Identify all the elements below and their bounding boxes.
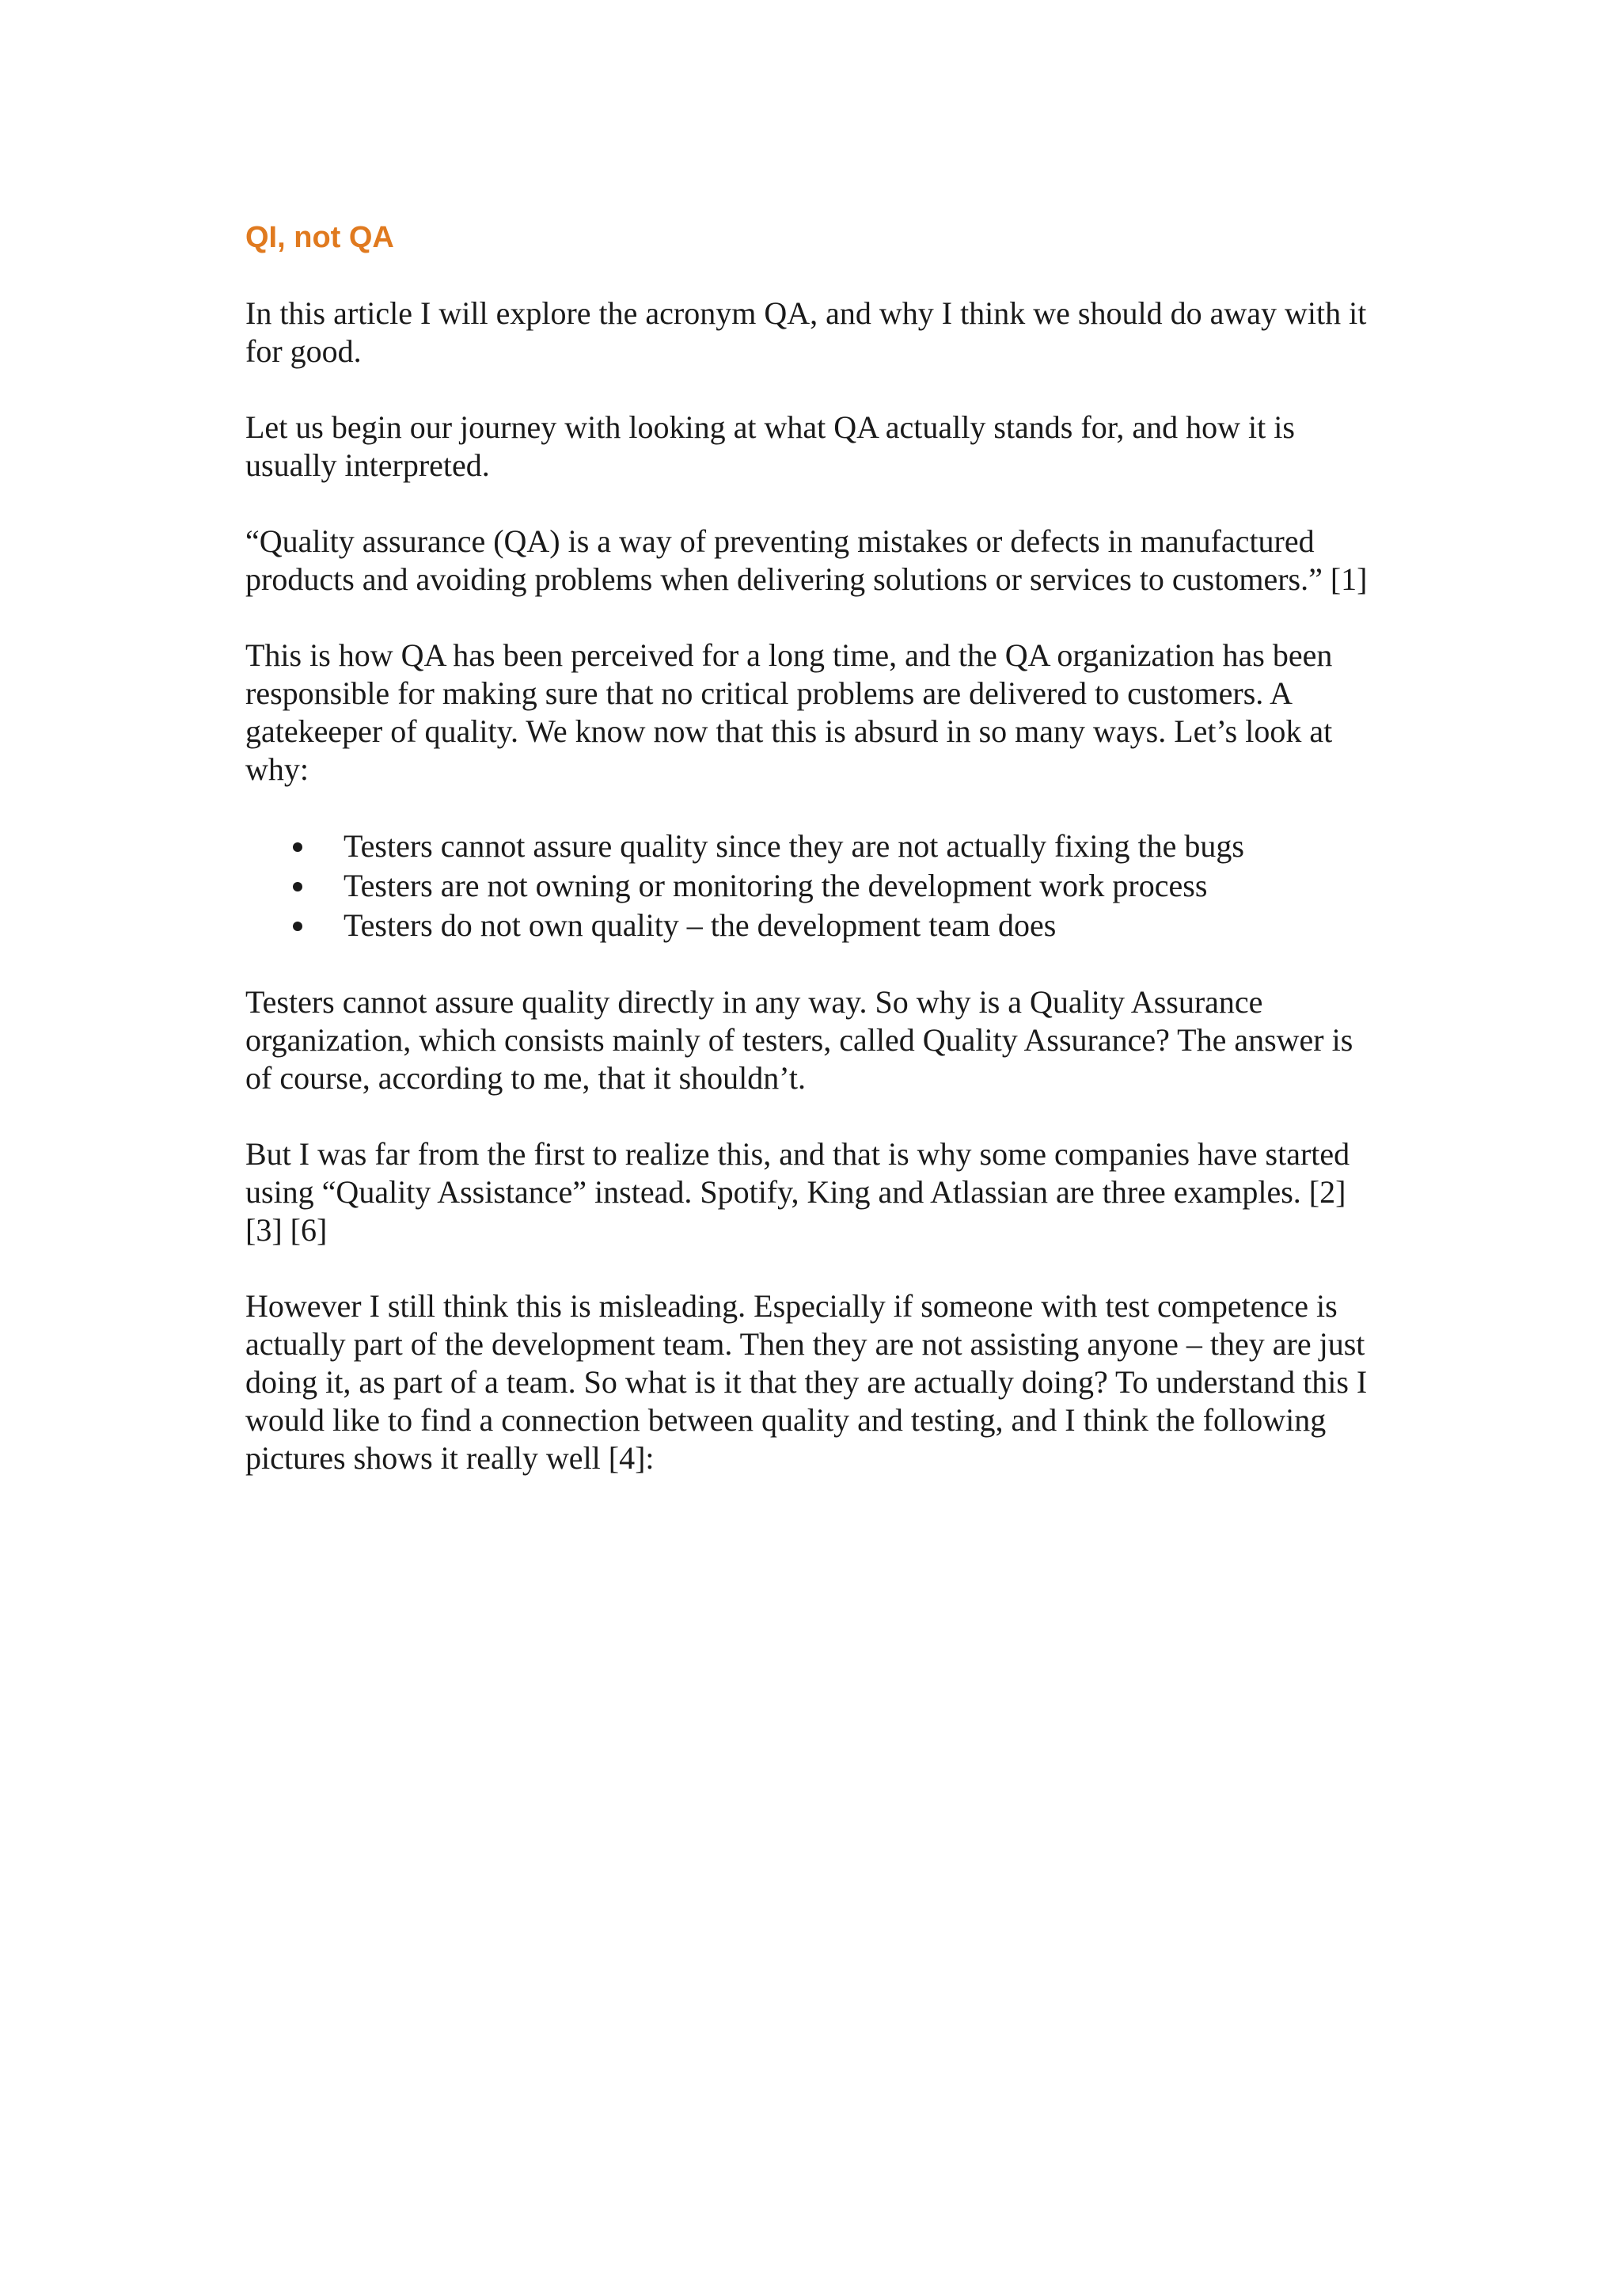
bullet-item [245, 866, 1385, 906]
paragraph-intro: In this article I will explore the acronym QA, and why I think we should do away with it for good. [245, 295, 1367, 369]
paragraph-perception: This is how QA has been perceived for a long time, and the QA organization has been responsible for making sure that no critical problems are delivered to customers. A gatekeeper of quality. We know now that this is absurd in so many ways. Let’s look at why: [245, 637, 1333, 787]
paragraph-testers-cannot-assure: Testers cannot assure quality directly in any way. So why is a Quality Assurance organization, which consists mainly of testers, called Quality Assurance? The answer is of course, according to me, that it shouldn’t. [245, 984, 1353, 1096]
paragraph-journey: Let us begin our journey with looking at what QA actually stands for, and how it is usually interpreted. [245, 409, 1295, 483]
article-title: QI, not QA [245, 221, 394, 254]
bullet-dot-icon [293, 882, 302, 891]
paragraph-misleading: However I still think this is misleading. Especially if someone with test competence is actually part of the development team. Then they are not assisting anyone – they are just doing it, as part of a team. So what is it that they are actually doing? To understand this I would like to find a connection between quality and testing, and I think the following pictures shows it really well [4]: [245, 1288, 1368, 1476]
bullet-item [245, 906, 1385, 945]
bullet-item [245, 827, 1385, 866]
bullet-dot-icon [293, 842, 302, 852]
article-body [245, 219, 1385, 1515]
paragraph-quality-assistance: But I was far from the first to realize this, and that is why some companies have started using “Quality Assistance” instead. Spotify, King and Atlassian are three examples. [2] [3] [6] [245, 1136, 1350, 1248]
paragraph-definition-quote: “Quality assurance (QA) is a way of preventing mistakes or defects in manufactured products and avoiding problems when delivering solutions or services to customers.” [1] [245, 523, 1368, 597]
bullet-text: Testers do not own quality – the development team does [344, 907, 1057, 943]
bullet-list [245, 827, 1385, 945]
bullet-text: Testers cannot assure quality since they are not actually fixing the bugs [344, 828, 1244, 864]
bullet-dot-icon [293, 922, 302, 931]
bullet-text: Testers are not owning or monitoring the development work process [344, 868, 1208, 903]
